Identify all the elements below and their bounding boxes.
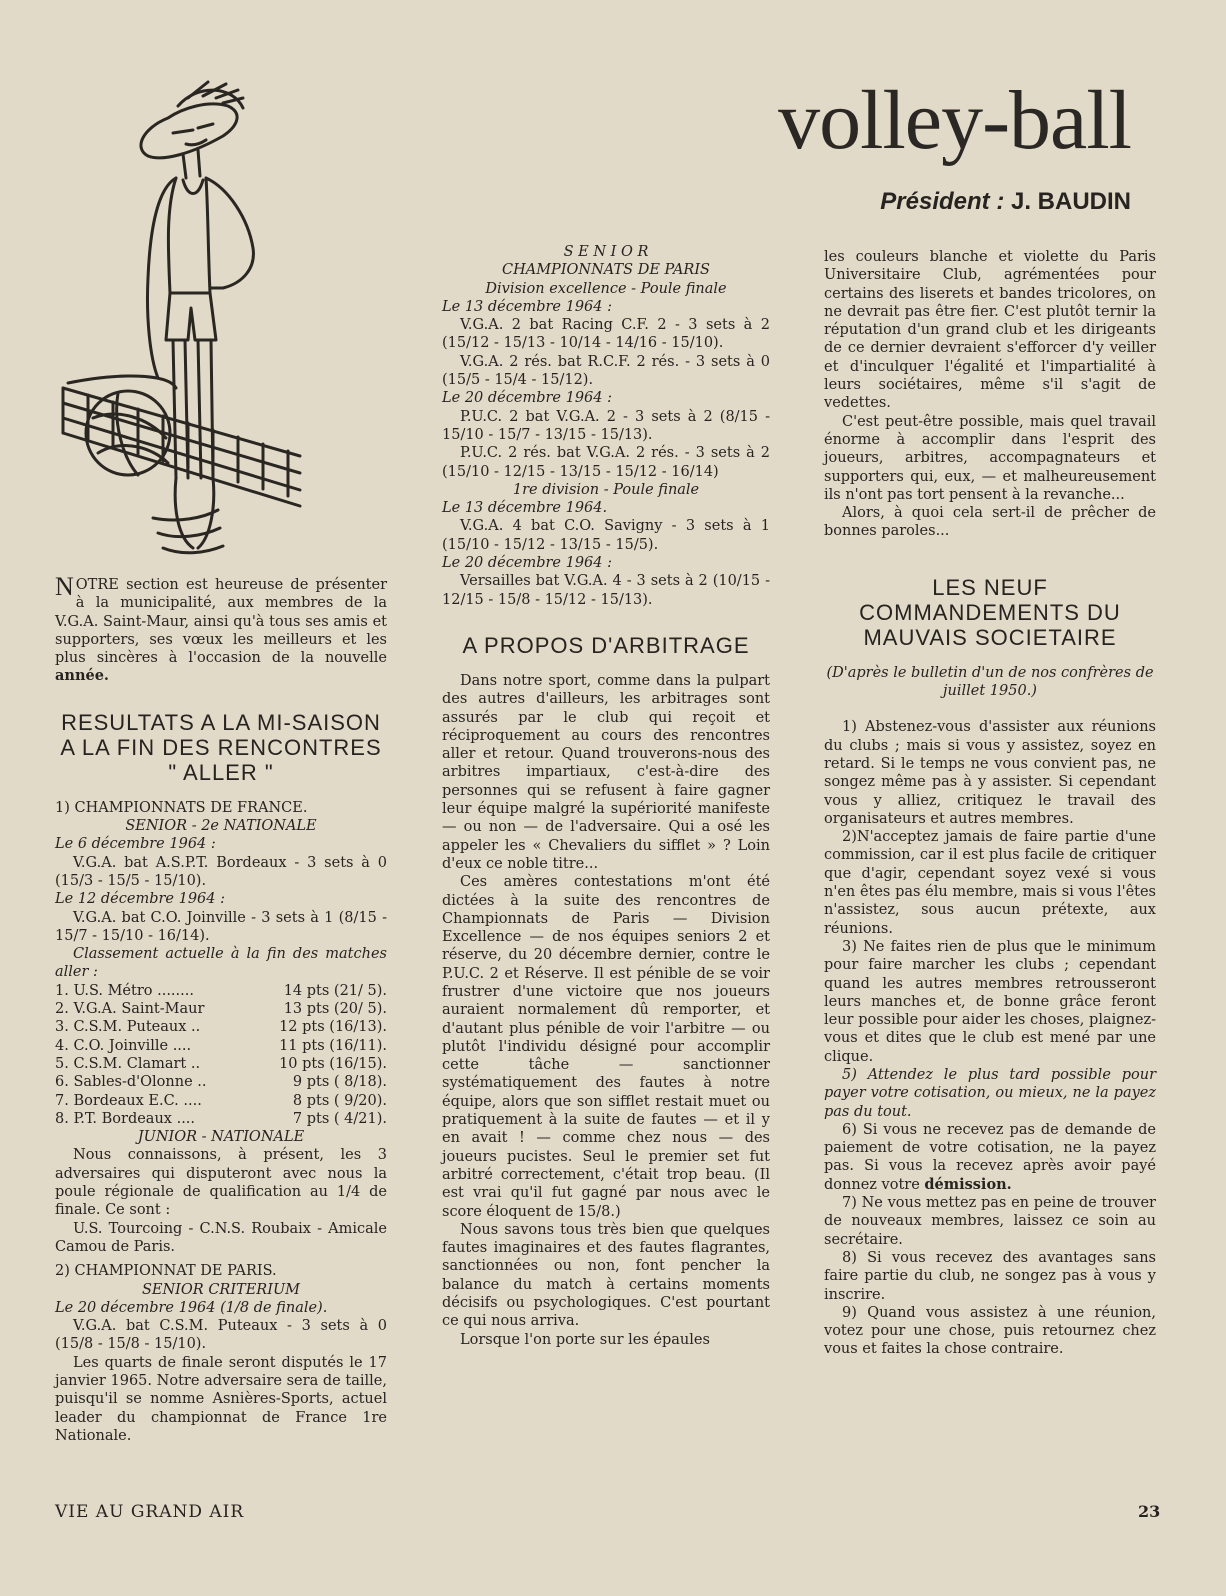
standings-team: 1. U.S. Métro ........ bbox=[55, 982, 194, 999]
junior-text: Nous connaissons, à présent, les 3 adversaires qui disputeront avec nous la poule régionale de qualification au 1/4 de finale. Ce sont : bbox=[55, 1147, 387, 1219]
col3-p1: les couleurs blanche et violette du Paris Universitaire Club, agrémentées pour certains des liserets et bandes tricolores, on ne devrait pas être fier. C'est plutôt ternir la réputation d'un grand club et les dirigeants de ce dernier devraient s'efforcer d'y veiller et d'inculquer l'égalité et l'impartialité à leurs sociétaires, même s'il s'agit de vedettes. bbox=[824, 249, 1156, 412]
senior-criterium: SENIOR CRITERIUM bbox=[141, 1281, 301, 1298]
results-heading: RESULTATS A LA MI-SAISON A LA FIN DES RENCONTRES " ALLER " bbox=[60, 709, 382, 785]
classement-title: Classement actuelle à la fin des matches aller : bbox=[55, 946, 387, 981]
col3-p3: Alors, à quoi cela sert-il de prêcher de bonnes paroles... bbox=[824, 505, 1156, 540]
standings-table bbox=[55, 982, 387, 1128]
standings-points: 9 pts ( 8/18). bbox=[292, 1074, 387, 1091]
standings-team: 7. Bordeaux E.C. .... bbox=[55, 1092, 202, 1109]
arbitrage-p1: Dans notre sport, comme dans la pulpart des autres d'ailleurs, les arbitrages sont assurés par le club qui reçoit et réciproquement au cours des rencontres aller et retour. Quand trouverons-nous des arbitres impartiaux, c'est-à-dire des personnes qui se refusent à faire gagner leur équipe malgré la supériorité manifeste — ou non — de l'adversaire. Qui a osé les appeler les « Chevaliers du sifflet » ? Loin d'eux ce noble titre... bbox=[442, 672, 770, 872]
quarts-text: Les quarts de finale seront disputés le 17 janvier 1965. Notre adversaire sera de taille, puisqu'il se nomme Asnières-Sports, actuel leader du championnat de France 1re Nationale. bbox=[55, 1354, 387, 1444]
commandements-source: (D'après le bulletin d'un de nos confrères de juillet 1950.) bbox=[826, 664, 1154, 700]
junior-teams: U.S. Tourcoing - C.N.S. Roubaix - Amicale Camou de Paris. bbox=[55, 1220, 387, 1255]
match-puteaux: V.G.A. bat C.S.M. Puteaux - 3 sets à 0 (15/8 - 15/8 - 15/10). bbox=[55, 1318, 387, 1353]
president-name: J. BAUDIN bbox=[1010, 188, 1131, 215]
paris-date-4: Le 20 décembre 1964 : bbox=[442, 555, 612, 572]
commandement-5: 5) Attendez le plus tard possible pour payer votre cotisation, ou mieux, ne la payez pas du tout. bbox=[824, 1066, 1156, 1120]
standings-team: 2. V.G.A. Saint-Maur bbox=[55, 1001, 205, 1018]
paris-senior: S E N I O R bbox=[563, 244, 649, 260]
senior-nationale: SENIOR - 2e NATIONALE bbox=[125, 818, 317, 835]
column-right bbox=[824, 248, 1156, 1359]
junior-nationale: JUNIOR - NATIONALE bbox=[137, 1129, 305, 1146]
commandement-1: 1) Abstenez-vous d'assister aux réunions du clubs ; mais si vous y assistez, soyez en retard. Si le temps ne vous convient pas, ne songez même pas à y assister. Si cependant vous y alliez, critiquez le travail des organisateurs et autres membres. bbox=[824, 719, 1156, 827]
arbitrage-p4: Lorsque l'on porte sur les épaules bbox=[460, 1331, 710, 1348]
standings-points: 13 pts (20/ 5). bbox=[283, 1001, 387, 1018]
footer-page-number: 23 bbox=[1138, 1502, 1161, 1521]
column-left bbox=[55, 572, 387, 1445]
commandements-heading: LES NEUF COMMANDEMENTS DU MAUVAIS SOCIETAIRE bbox=[859, 574, 1121, 650]
section-france: 1) CHAMPIONNATS DE FRANCE. bbox=[55, 799, 308, 816]
standings-points: 7 pts ( 4/21). bbox=[292, 1110, 387, 1127]
intro-dropcap: N bbox=[55, 572, 74, 601]
intro-text: OTRE section est heureuse de présenter à la municipalité, aux membres de la V.G.A. Saint-Maur, ainsi qu'à tous ses amis et supporters, ses vœux les meilleurs et les plus sincères à l'occasion de la nouvelle bbox=[55, 577, 387, 667]
intro-bold: année. bbox=[55, 667, 109, 685]
match-aspt: V.G.A. bat A.S.P.T. Bordeaux - 3 sets à 0 (15/3 - 15/5 - 15/10). bbox=[55, 854, 387, 889]
page-title: volley-ball bbox=[778, 74, 1131, 167]
section-paris: 2) CHAMPIONNAT DE PARIS. bbox=[55, 1263, 277, 1280]
date-6-dec: Le 6 décembre 1964 : bbox=[55, 836, 216, 853]
intro-paragraph bbox=[55, 572, 387, 686]
paris-division: Division excellence - Poule finale bbox=[485, 280, 727, 297]
president-line bbox=[880, 188, 1131, 216]
paris-match-6: Versailles bat V.G.A. 4 - 3 sets à 2 (10/15 - 12/15 - 15/8 - 15/12 - 15/13). bbox=[442, 573, 770, 608]
commandement-6-text: 6) Si vous ne recevez pas de demande de paiement de votre cotisation, ne la payez pas. Si vous la recevez après avoir payé donnez votre bbox=[824, 1121, 1156, 1193]
volleyball-player-illustration bbox=[58, 78, 318, 560]
date-12-dec: Le 12 décembre 1964 : bbox=[55, 891, 225, 908]
column-middle bbox=[442, 243, 770, 1349]
commandement-2: 2)N'acceptez jamais de faire partie d'une commission, car il est plus facile de critiquer que d'agir, cependant soyez vexé si vous n'en êtes pas élu membre, mais si vous l'êtes n'assistez, sous aucun prétexte, aux réunions. bbox=[824, 829, 1156, 937]
commandement-6-bold: démission. bbox=[924, 1175, 1012, 1193]
arbitrage-heading: A PROPOS D'ARBITRAGE bbox=[462, 632, 750, 658]
standings-team: 6. Sables-d'Olonne .. bbox=[55, 1074, 207, 1091]
footer-magazine-name: VIE AU GRAND AIR bbox=[55, 1502, 245, 1522]
paris-match-5: V.G.A. 4 bat C.O. Savigny - 3 sets à 1 (15/10 - 15/12 - 13/15 - 15/5). bbox=[442, 518, 770, 553]
commandement-9: 9) Quand vous assistez à une réunion, votez pour une chose, puis retournez chez vous et faites la chose contraire. bbox=[824, 1304, 1156, 1358]
paris-date-1: Le 13 décembre 1964 : bbox=[442, 298, 612, 315]
col3-p2: C'est peut-être possible, mais quel travail énorme à accomplir dans l'esprit des joueurs, arbitres, accompagnateurs et supporters qui, eux, — et malheureusement ils n'ont pas tort pensent à la revanche... bbox=[824, 413, 1156, 503]
president-label: Président : bbox=[880, 188, 1005, 215]
paris-division-1: 1re division - Poule finale bbox=[512, 481, 700, 498]
match-joinville: V.G.A. bat C.O. Joinville - 3 sets à 1 (8/15 - 15/7 - 15/10 - 16/14). bbox=[55, 909, 387, 944]
standings-team: 5. C.S.M. Clamart .. bbox=[55, 1055, 201, 1072]
commandement-8: 8) Si vous recevez des avantages sans faire partie du club, ne songez pas à vous y inscrire. bbox=[824, 1249, 1156, 1303]
paris-match-4: P.U.C. 2 rés. bat V.G.A. 2 rés. - 3 sets à 2 (15/10 - 12/15 - 13/15 - 15/12 - 16/14) bbox=[442, 445, 770, 480]
commandement-6 bbox=[824, 1121, 1156, 1194]
paris-date-2: Le 20 décembre 1964 : bbox=[442, 390, 612, 407]
standings-points: 12 pts (16/13). bbox=[279, 1019, 387, 1036]
paris-match-3: P.U.C. 2 bat V.G.A. 2 - 3 sets à 2 (8/15 - 15/10 - 15/7 - 13/15 - 15/13). bbox=[442, 408, 770, 443]
paris-date-3: Le 13 décembre 1964. bbox=[442, 500, 608, 517]
arbitrage-p2: Ces amères contestations m'ont été dictées à la suite des rencontres de Championnats de Paris — Division Excellence — de nos équipes seniors 2 et réserve, du 20 décembre dernier, contre le P.U.C. 2 et Réserve. Il est pénible de se voir frustrer d'une victoire que nos joueurs auraient normalement dû remporter, et d'autant plus pénible de voir l'arbitre — ou plutôt l'individu désigné pour accomplir cette tâche — sanctionner systématiquement des fautes à notre équipe, alors que son sifflet restait muet ou pratiquement à la suite de fautes — et il y en avait ! — comme chez nous — des joueurs pucistes. Seul le premier set fut arbitré correctement, c'était trop beau. (Il est vrai qu'il fut gagné par nous avec le score éloquent de 15/8.) bbox=[442, 874, 770, 1220]
paris-match-2: V.G.A. 2 rés. bat R.C.F. 2 rés. - 3 sets à 0 (15/5 - 15/4 - 15/12). bbox=[442, 353, 770, 389]
standings-points: 14 pts (21/ 5). bbox=[283, 982, 387, 999]
paris-match-1: V.G.A. 2 bat Racing C.F. 2 - 3 sets à 2 (15/12 - 15/13 - 10/14 - 14/16 - 15/10). bbox=[442, 317, 770, 352]
date-20-dec: Le 20 décembre 1964 (1/8 de finale). bbox=[55, 1299, 328, 1316]
standings-points: 8 pts ( 9/20). bbox=[292, 1092, 387, 1109]
arbitrage-p3: Nous savons tous très bien que quelques fautes imaginaires et des fautes flagrantes, sanctionnées ou non, font pencher la balance du match à certains moments décisifs ou psychologiques. C'est pourtant ce qui nous arriva. bbox=[442, 1221, 770, 1330]
standings-team: 4. C.O. Joinville .... bbox=[55, 1037, 192, 1054]
standings-points: 11 pts (16/11). bbox=[279, 1037, 387, 1054]
paris-champ: CHAMPIONNATS DE PARIS bbox=[502, 262, 710, 279]
standings-team: 3. C.S.M. Puteaux .. bbox=[55, 1019, 201, 1036]
commandement-7: 7) Ne vous mettez pas en peine de trouver de nouveaux membres, laissez ce soin au secrétaire. bbox=[824, 1195, 1156, 1248]
standings-team: 8. P.T. Bordeaux .... bbox=[55, 1110, 196, 1127]
standings-points: 10 pts (16/15). bbox=[279, 1055, 387, 1072]
commandement-3: 3) Ne faites rien de plus que le minimum pour faire marcher les clubs ; cependant quand les autres membres retrousseront leurs manches et, de bonne grâce feront leur possible pour aider les choses, plaignez-vous et dites que le club est mené par une clique. bbox=[824, 938, 1156, 1065]
